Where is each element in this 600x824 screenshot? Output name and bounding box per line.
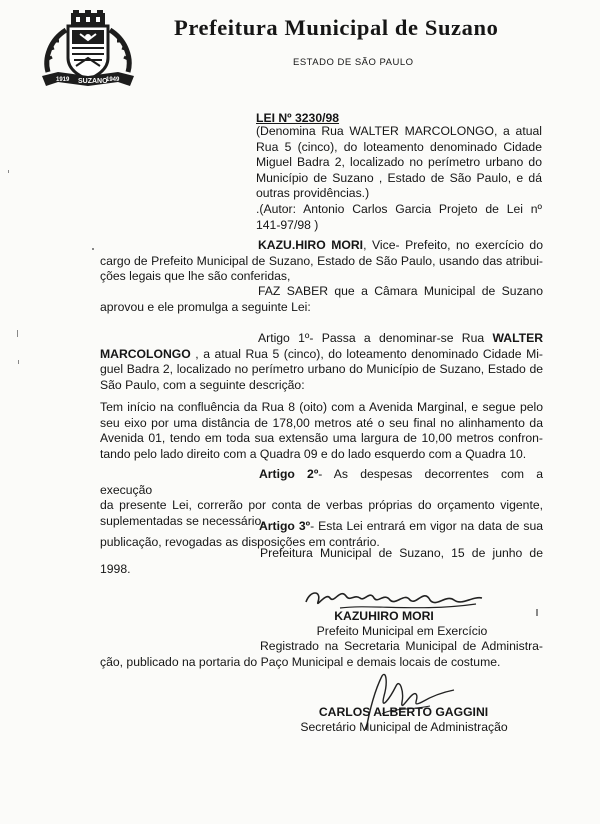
crest-year-left: 1919 (56, 77, 70, 83)
date-text: 1998. (100, 561, 131, 576)
author-line: 141-97/98 ) (256, 217, 319, 232)
letterhead-title: Prefeitura Municipal de Suzano (174, 15, 499, 40)
mayor-name: KAZUHIRO MORI (334, 609, 434, 623)
vice-mayor-name: KAZU.HIRO MORI (258, 238, 364, 252)
article-2-label: Artigo 2º (259, 467, 319, 481)
secretary-title: Secretário Municipal de Administração (300, 720, 508, 734)
article-2-text: da presente Lei, correrão por conta de verbas próprias do orçamento vigente, (100, 498, 543, 512)
law-number: LEI Nº 3230/98 (256, 111, 340, 125)
registration-paragraph (100, 639, 543, 670)
author-line: .(Autor: Antonio Carlos Garcia Projeto de Lei nº (256, 202, 542, 216)
municipal-crest (38, 10, 138, 90)
street-description (100, 400, 543, 462)
article-1 (100, 331, 543, 393)
summary-line: Rua 5 (cinco), do loteamento denominado Cidade (256, 139, 542, 154)
promulgation-text: aprovou e ele promulga a seguinte Lei: (100, 299, 311, 314)
street-name: WALTER (492, 331, 543, 345)
preamble-text: , Vice- Prefeito, no exercício do (363, 238, 543, 252)
law-author (256, 202, 542, 233)
law-summary (256, 124, 542, 202)
preamble-paragraph (100, 238, 543, 285)
summary-line: (Denomina Rua WALTER MARCOLONGO, a atual (256, 124, 542, 138)
date-block (100, 546, 543, 577)
summary-line: Miguel Badra 2, localizado no perímetro urbano do (256, 155, 542, 169)
summary-line: outras providências.) (256, 186, 370, 200)
preamble-text: cargo de Prefeito Municipal de Suzano, Estado de São Paulo, usando das atribui- (100, 253, 543, 268)
letterhead-subtitle: ESTADO DE SÃO PAULO (293, 57, 414, 68)
description-line: Avenida 01, tendo em toda sua extensão uma largura de 10,00 metros confron- (100, 431, 543, 445)
article-3-text: publicação, revogadas as disposições em contrário. (100, 534, 380, 549)
article-3-text: - Esta Lei entrará em vigor na data de sua (310, 519, 543, 533)
article-1-text: Artigo 1º- Passa a denominar-se Rua (258, 331, 493, 345)
crest-year-right: 1949 (106, 77, 120, 83)
secretary-name: CARLOS ALBERTO GAGGINI (318, 705, 489, 719)
registration-text: ção, publicado na portaria do Paço Municipal e demais locais de costume. (100, 654, 501, 669)
article-1-text: , a atual Rua 5 (cinco), do loteamento denominado Cidade Mi- (190, 346, 543, 361)
promulgation-paragraph (100, 284, 543, 315)
registration-text: Registrado na Secretaria Municipal de Administra- (260, 639, 543, 653)
preamble-text: ções legais que lhe são conferidas, (100, 269, 291, 283)
article-2-text: - As despesas decorrentes com a execução (100, 467, 543, 497)
description-line: seu eixo por uma distância de 178,00 metros até o seu final no alinhamento da (100, 415, 543, 430)
description-line: Tem início na confluência da Rua 8 (oito) com a Avenida Marginal, e segue pelo (100, 400, 543, 414)
date-text: Prefeitura Municipal de Suzano, 15 de junho de (260, 546, 543, 560)
article-2-text: suplementadas se necessário. (100, 513, 265, 528)
article-1-text: São Paulo, com a seguinte descrição: (100, 377, 305, 392)
mayor-title: Prefeito Municipal em Exercício (316, 624, 488, 638)
description-line: tando pelo lado direito com a Quadra 09 e do lado esquerdo com a Quadra 10. (100, 446, 527, 461)
article-1-text: guel Badra 2, localizado no perímetro urbano do Município de Suzano, Estado de (100, 362, 543, 376)
crest-name: SUZANO (78, 78, 108, 85)
promulgation-text: FAZ SABER que a Câmara Municipal de Suzano (258, 284, 543, 298)
street-name: MARCOLONGO (100, 346, 191, 361)
article-3-label: Artigo 3º (259, 519, 311, 533)
summary-line: Município de Suzano , Estado de São Paulo, e dá (256, 170, 542, 185)
crest-emblem (38, 10, 138, 90)
